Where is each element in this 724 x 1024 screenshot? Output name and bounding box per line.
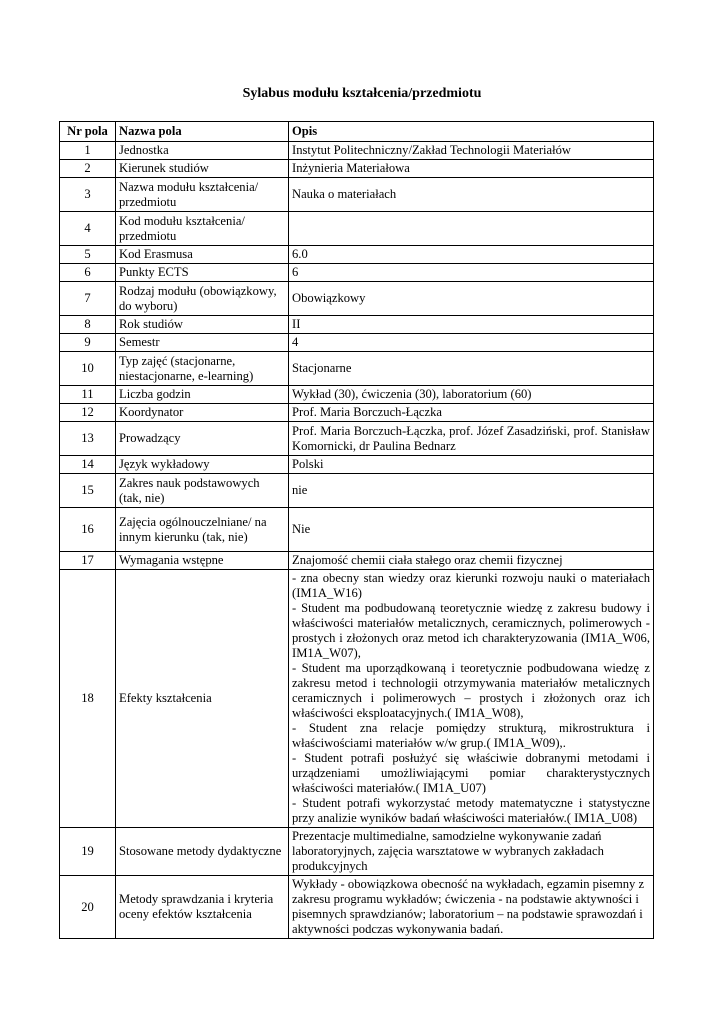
table-row <box>60 456 654 474</box>
header-name: Nazwa pola <box>116 122 289 142</box>
row-nr: 19 <box>60 828 116 876</box>
row-name: Efekty kształcenia <box>116 570 289 828</box>
table-row <box>60 404 654 422</box>
row-value: Znajomość chemii ciała stałego oraz chemii fizycznej <box>289 552 654 570</box>
row-nr: 18 <box>60 570 116 828</box>
row-value: Nie <box>289 508 654 552</box>
row-nr: 17 <box>60 552 116 570</box>
row-name: Stosowane metody dydaktyczne <box>116 828 289 876</box>
row-value: Prof. Maria Borczuch-Łączka, prof. Józef Zasadziński, prof. Stanisław Komornicki, dr Paulina Bednarz <box>289 422 654 456</box>
row-value: nie <box>289 474 654 508</box>
row-nr: 7 <box>60 282 116 316</box>
row-name: Rok studiów <box>116 316 289 334</box>
row-name: Liczba godzin <box>116 386 289 404</box>
row-name: Metody sprawdzania i kryteria oceny efektów kształcenia <box>116 876 289 939</box>
row-value: Wykłady - obowiązkowa obecność na wykładach, egzamin pisemny z zakresu programu wykładów; ćwiczenia - na podstawie aktywności i pisemnych sprawdzianów; laboratorium – na podstawie sprawozdań i aktywności podczas wykonywania badań. <box>289 876 654 939</box>
table-row <box>60 160 654 178</box>
row-nr: 16 <box>60 508 116 552</box>
row-value: Nauka o materiałach <box>289 178 654 212</box>
table-row <box>60 508 654 552</box>
row-nr: 14 <box>60 456 116 474</box>
row-value: Prof. Maria Borczuch-Łączka <box>289 404 654 422</box>
learning-outcomes <box>289 570 654 828</box>
header-desc: Opis <box>289 122 654 142</box>
outcome-item: - zna obecny stan wiedzy oraz kierunki rozwoju nauki o materiałach (IM1A_W16) <box>292 571 650 600</box>
row-name: Nazwa modułu kształcenia/ przedmiotu <box>116 178 289 212</box>
outcome-item: - Student potrafi wykorzystać metody matematyczne i statystyczne przy analizie wyników badań właściwości materiałów.( IM1A_U08) <box>292 796 650 825</box>
outcome-item: - Student ma podbudowaną teoretycznie wiedzę z zakresu budowy i właściwości materiałów metalicznych, ceramicznych, polimerowych - prostych i złożonych oraz metod ich charakteryzowania (IM1A_W06, IM1A_W07), <box>292 601 650 660</box>
row-nr: 4 <box>60 212 116 246</box>
row-nr: 13 <box>60 422 116 456</box>
table-row <box>60 876 654 939</box>
row-value: Inżynieria Materiałowa <box>289 160 654 178</box>
row-name: Kod modułu kształcenia/ przedmiotu <box>116 212 289 246</box>
row-name: Semestr <box>116 334 289 352</box>
row-nr: 12 <box>60 404 116 422</box>
page-title: Sylabus modułu kształcenia/przedmiotu <box>242 86 482 101</box>
syllabus-table <box>59 121 654 939</box>
table-row <box>60 474 654 508</box>
table-row <box>60 552 654 570</box>
table-row <box>60 570 654 828</box>
row-value: Prezentacje multimedialne, samodzielne wykonywanie zadań laboratoryjnych, zajęcia warsztatowe w wybranych zakładach produkcyjnych <box>289 828 654 876</box>
row-nr: 1 <box>60 142 116 160</box>
table-row <box>60 178 654 212</box>
row-name: Rodzaj modułu (obowiązkowy, do wyboru) <box>116 282 289 316</box>
table-row <box>60 334 654 352</box>
row-nr: 11 <box>60 386 116 404</box>
row-nr: 2 <box>60 160 116 178</box>
row-nr: 6 <box>60 264 116 282</box>
row-value: 6.0 <box>289 246 654 264</box>
row-value: 4 <box>289 334 654 352</box>
row-name: Zajęcia ogólnouczelniane/ na innym kierunku (tak, nie) <box>116 508 289 552</box>
outcome-item: - Student potrafi posłużyć się właściwie dobranymi metodami i urządzeniami umożliwiającymi pomiar charakterystycznych właściwości materiałów.( IM1A_U07) <box>292 751 650 795</box>
table-row <box>60 422 654 456</box>
table-row <box>60 828 654 876</box>
row-value: Polski <box>289 456 654 474</box>
table-row <box>60 386 654 404</box>
row-name: Typ zajęć (stacjonarne, niestacjonarne, e-learning) <box>116 352 289 386</box>
outcome-item: - Student ma uporządkowaną i teoretycznie podbudowana wiedzę z zakresu metod i technologii otrzymywania materiałów metalicznych ceramicznych i polimerowych – prostych i złożonych oraz ich właściwości eksploatacyjnych.( IM1A_W08), <box>292 661 650 720</box>
row-name: Punkty ECTS <box>116 264 289 282</box>
row-value: Stacjonarne <box>289 352 654 386</box>
table-row <box>60 282 654 316</box>
row-name: Jednostka <box>116 142 289 160</box>
row-nr: 15 <box>60 474 116 508</box>
row-name: Koordynator <box>116 404 289 422</box>
row-name: Prowadzący <box>116 422 289 456</box>
row-name: Zakres nauk podstawowych (tak, nie) <box>116 474 289 508</box>
row-nr: 5 <box>60 246 116 264</box>
header-nr: Nr pola <box>60 122 116 142</box>
row-value: II <box>289 316 654 334</box>
row-value <box>289 212 654 246</box>
table-row <box>60 352 654 386</box>
row-value: 6 <box>289 264 654 282</box>
table-header-row <box>60 122 654 142</box>
table-row <box>60 212 654 246</box>
row-nr: 10 <box>60 352 116 386</box>
outcome-item: - Student zna relacje pomiędzy strukturą, mikrostruktura i właściwościami materiałów w/w grup.( IM1A_W09),. <box>292 721 650 750</box>
row-name: Kod Erasmusa <box>116 246 289 264</box>
row-nr: 9 <box>60 334 116 352</box>
table-row <box>60 142 654 160</box>
table-row <box>60 316 654 334</box>
row-nr: 8 <box>60 316 116 334</box>
row-value: Instytut Politechniczny/Zakład Technologii Materiałów <box>289 142 654 160</box>
table-row <box>60 246 654 264</box>
row-name: Wymagania wstępne <box>116 552 289 570</box>
row-name: Kierunek studiów <box>116 160 289 178</box>
row-nr: 3 <box>60 178 116 212</box>
table-row <box>60 264 654 282</box>
row-value: Wykład (30), ćwiczenia (30), laboratorium (60) <box>289 386 654 404</box>
row-name: Język wykładowy <box>116 456 289 474</box>
row-nr: 20 <box>60 876 116 939</box>
row-value: Obowiązkowy <box>289 282 654 316</box>
